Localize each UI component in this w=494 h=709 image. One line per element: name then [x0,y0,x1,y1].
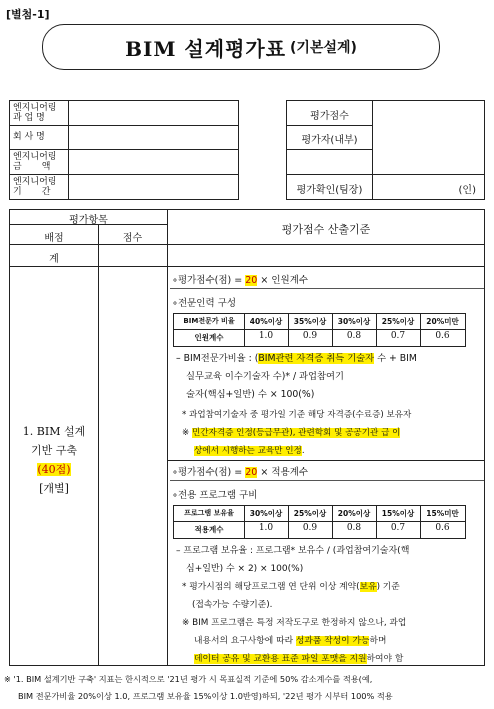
header-score: 점수 [122,233,143,244]
score-label: 평가점수 [310,111,349,122]
item-name: 1. BIM 설계 기반 구축 (40점) [개별] [22,425,86,495]
s2-description: – 프로그램 보유율 : 프로그램* 보유수 / (과업참여기술자(핵 심+일반) 수 × 2) × 100(%) [176,546,410,574]
attachment-label: [별첨-1] [6,8,50,21]
s2-subtitle: ∘전용 프로그램 구비 [172,490,258,501]
item-score-field[interactable] [99,267,167,665]
seal-mark: (인) [458,185,476,196]
info-label-company: 회 사 명 [13,132,45,142]
item-points: (40점) [37,463,71,476]
page-subtitle: (기본설계) [290,40,357,56]
project-value-field[interactable] [69,101,237,125]
title-box [42,24,440,70]
s1-description: – BIM전문가비율 : (BIM관련 자격증 취득 기술자 수 + BIM 실무교육 이수기술자 수)* / 과업참여기 술자(핵심+일반) 수 × 100(%) [176,353,417,400]
header-criteria: 평가점수 산출기준 [281,223,371,236]
header-alloc: 배점 [44,233,64,244]
page-title: BIM 설계평가표 [125,36,287,61]
total-score-field[interactable] [99,245,167,266]
s1-mini-table: BIM전문가 비율 40%이상 35%이상 30%이상 25%이상 20%미만 인원계수 1.0 0.9 0.8 0.7 0.6 [173,313,466,347]
s1-subtitle: ∘전문인력 구성 [172,298,237,309]
info-right-table [286,100,485,200]
s2-mini-table: 프로그램 보유율 30%이상 25%이상 20%이상 15%이상 15%미만 적용계수 1.0 0.9 0.8 0.7 0.6 [173,505,466,539]
evaluator-label: 평가자(내부) [301,135,358,146]
info-label-project: 엔지니어링 과 업 명 [13,103,57,123]
confirm-label: 평가확인(팀장) [296,185,363,196]
amount-value-field[interactable] [69,150,237,174]
score-value-field[interactable] [373,101,484,174]
company-value-field[interactable] [69,126,237,149]
header-item: 평가항목 [69,215,108,226]
info-left-table [9,100,239,200]
info-label-period: 엔지니어링 기 간 [13,177,57,197]
footnote: ※ '1. BIM 설계기반 구축' 지표는 한시적으로 '21년 평가 시 목표실적 기준에 50% 감소계수를 적용(예, BIM 전문가비율 20%이상 1.0, 프로그램 보유율 15%이상 1.0반영)하되, '22년 평가 시부터 100% 적용 [4,674,393,701]
info-label-amount: 엔지니어링 금 액 [13,152,57,172]
s1-notes: * 과업참여기술자 중 평가일 기준 해당 자격증(수료증) 보유자 ※ 민간자격증 인정(등급무관), 관련학회 및 공공기관 급 이 상에서 시행하는 교육만 인정. [182,410,412,456]
total-label: 계 [49,254,59,265]
s2-notes: * 평가시점의 해당프로그램 연 단위 이상 계약(보유) 기준 (접속가능 수량기준). ※ BIM 프로그램은 특정 저작도구로 한정하지 않으나, 과업 내용서의 요구사항에 따라 성과품 작성이 가능하며 데이터 공유 및 교환용 표준 파일 포맷을 지원하여야 함 [182,582,407,664]
confirm-value-field[interactable] [373,175,453,199]
period-value-field[interactable] [69,175,237,199]
s1-formula: ∘평가점수(점) = 20 × 인원계수 [172,275,309,286]
evaluation-table [9,209,485,666]
s2-formula: ∘평가점수(점) = 20 × 적용계수 [172,467,309,478]
